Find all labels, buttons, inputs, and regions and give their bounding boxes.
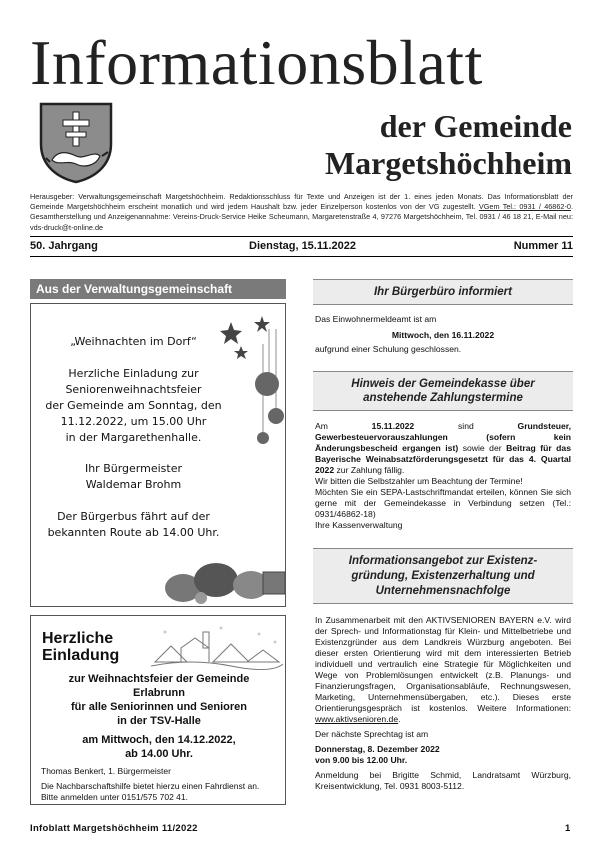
paragraph: Ihre Kassenverwaltung (315, 520, 403, 530)
text-beitrag: Beitrag für das Bayerische Weinabsatzförderungsgesetzt für das 4. Quartal 2022 (315, 443, 571, 475)
rule-top (30, 236, 573, 237)
sprechtag-time: von 9.00 bis 12.00 Uhr. (315, 755, 408, 765)
text-taxes: Grundsteuer, Gewerbesteuervorauszahlungen (sofern kein Änderungsbescheid ergangen ist) (315, 421, 572, 453)
einladung-title (42, 630, 172, 664)
einladung-date: am Mittwoch, den 14.12.2022, (82, 734, 236, 746)
einladung-time: ab 14.00 Uhr. (125, 748, 193, 760)
card-bus-note: bekannten Route ab 14.00 Uhr. (47, 526, 220, 539)
header-line: Informationsangebot zur Existenz- (348, 555, 538, 567)
text-date: 15.11.2022 (371, 421, 415, 431)
paragraph: Der nächste Sprechtag ist am (315, 729, 429, 739)
paragraph: aufgrund einer Schulung geschlossen. (315, 344, 462, 354)
header-line: gründung, Existenzerhaltung und (351, 570, 535, 582)
buergerbuero-body (315, 314, 571, 355)
card-signature-name: Waldemar Brohm (85, 478, 182, 491)
card-title: „Weihnachten im Dorf“ (70, 335, 197, 348)
issue-jahrgang: 50. Jahrgang (30, 240, 98, 252)
einladung-line: für alle Seniorinnen und Senioren (70, 701, 248, 713)
section-header-existenz (313, 548, 573, 604)
card-line: Seniorenweihnachtsfeier (65, 383, 202, 396)
christmas-invitation-card (30, 303, 286, 607)
issue-date: Dienstag, 15.11.2022 (249, 240, 357, 252)
section-header-verwaltung: Aus der Verwaltungsgemeinschaft (30, 279, 286, 299)
publisher-info (30, 192, 573, 233)
gemeindekasse-body (315, 421, 571, 531)
card-line: 11.12.2022, um 15.00 Uhr (60, 415, 207, 428)
einladung-signature: Thomas Benkert, 1. Bürgermeister (41, 766, 171, 776)
existenz-body (315, 615, 571, 792)
issue-info-bar (30, 240, 573, 254)
paragraph: Anmeldung bei Brigitte Schmid, Landratsamt Würzburg, Kreisentwicklung, Tel. 0931 8003-5112. (315, 770, 571, 791)
einladung-line: Erlabrunn (133, 687, 185, 699)
paragraph (315, 615, 571, 725)
subtitle-gemeinde: der Gemeinde (379, 108, 572, 144)
rule-bottom (30, 256, 573, 257)
card-line: Herzliche Einladung zur (68, 367, 199, 380)
text: In Zusammenarbeit mit den AKTIVSENIOREN BAYERN e.V. wird der Sprech- und Informationstag für Klein- und Mittelbetriebe und Existenzgründer aus dem Landkreis Würzburg angeboten. Bei dieser ersten Orientierung wird mit dem interessierten Betrieb individuell und vertraulich eine Strategie für Möglichkeiten und Wege von Problemlösungen entwickelt (z.B. Planungs- und Finanzierungsfragen, Organisationsabläufe, Rechnungswesen, Marketing, Unternehmensübergaben, etc.). Dieses erste Orientierungsgespräch ist kostenlos. Weitere Informationen: (315, 615, 571, 713)
card-line: der Gemeinde am Sonntag, den (45, 399, 222, 412)
einladung-note: Die Nachbarschaftshilfe bietet hierzu einen Fahrdienst an. Bitte anmelden unter 0151/575 702 41. (41, 781, 260, 802)
hanging-ornaments (255, 372, 284, 444)
municipal-crest-icon (38, 100, 114, 184)
sprechtag-date: Donnerstag, 8. Dezember 2022 (315, 744, 440, 754)
einladung-line: zur Weihnachtsfeier der Gemeinde (68, 673, 250, 685)
issue-number: Nummer 11 (513, 240, 573, 252)
paragraph: Wir bitten die Selbstzahler um Beachtung der Termine! (315, 476, 523, 486)
section-header-buergerbuero: Ihr Bürgerbüro informiert (313, 279, 573, 305)
text: zur Zahlung fällig. (334, 465, 405, 475)
publisher-text-2: . Gesamtherstellung und Anzeigenannahme: Vereins-Druck-Service Heike Scheumann, Margaretenstraße 4, 97276 Margetshöchheim, Tel. 0931 / 46 18 21, E-Mail neu: vds-druck@t-online.de (30, 202, 574, 232)
card-bus-note: Der Bürgerbus fährt auf der (57, 510, 210, 523)
section-header-gemeindekasse (313, 371, 573, 411)
einladung-title-line: Herzliche (42, 630, 114, 647)
masthead-title: Informationsblatt (30, 27, 483, 98)
publisher-phone-link[interactable]: VGem Tel.: 0931 / 46862-0 (478, 202, 571, 212)
card-line: in der Margarethenhalle. (65, 431, 202, 444)
publisher-text: Herausgeber: Verwaltungsgemeinschaft Margetshöchheim. Redaktionsschluss für Texte und Anzeigen ist der 1. eines jeden Monats. Das Informationsblatt der Gemeinde Margetshöchheim erscheint monatlich und wird jedem Haushalt bzw. jeder Einzelperson kostenlos von der VG zugestellt. (30, 192, 573, 212)
aktivsenioren-link[interactable]: www.aktivsenioren.de (315, 714, 399, 724)
footer-publication: Infoblatt Margetshöchheim 11/2022 (30, 823, 198, 834)
text: . (398, 714, 401, 724)
einladung-title-line: Einladung (42, 647, 120, 664)
card-signature: Ihr Bürgermeister (84, 462, 183, 475)
paragraph: Möchten Sie ein SEPA-Lastschriftmandat erteilen, können Sie sich gerne mit der Gemeindekasse in Verbindung setzen (Tel.: 0931/46862-18) (315, 487, 571, 519)
erlabrunn-invitation (30, 615, 286, 805)
footer-page-number: 1 (565, 823, 571, 834)
paragraph: Das Einwohnermeldeamt ist am (315, 314, 437, 324)
header-line: Unternehmensnachfolge (375, 585, 511, 597)
paragraph (315, 421, 571, 476)
einladung-line: in der TSV-Halle (117, 715, 201, 727)
subtitle-ortsname: Margetshöchheim (324, 145, 572, 181)
bottom-ornaments (165, 563, 285, 604)
text: sowie der (458, 443, 507, 453)
closing-date: Mittwoch, den 16.11.2022 (391, 330, 495, 340)
text: sind (414, 421, 518, 431)
text: Am (315, 421, 372, 431)
header-line: Hinweis der Gemeindekasse über (351, 378, 535, 390)
header-line: anstehende Zahlungstermine (363, 392, 523, 404)
